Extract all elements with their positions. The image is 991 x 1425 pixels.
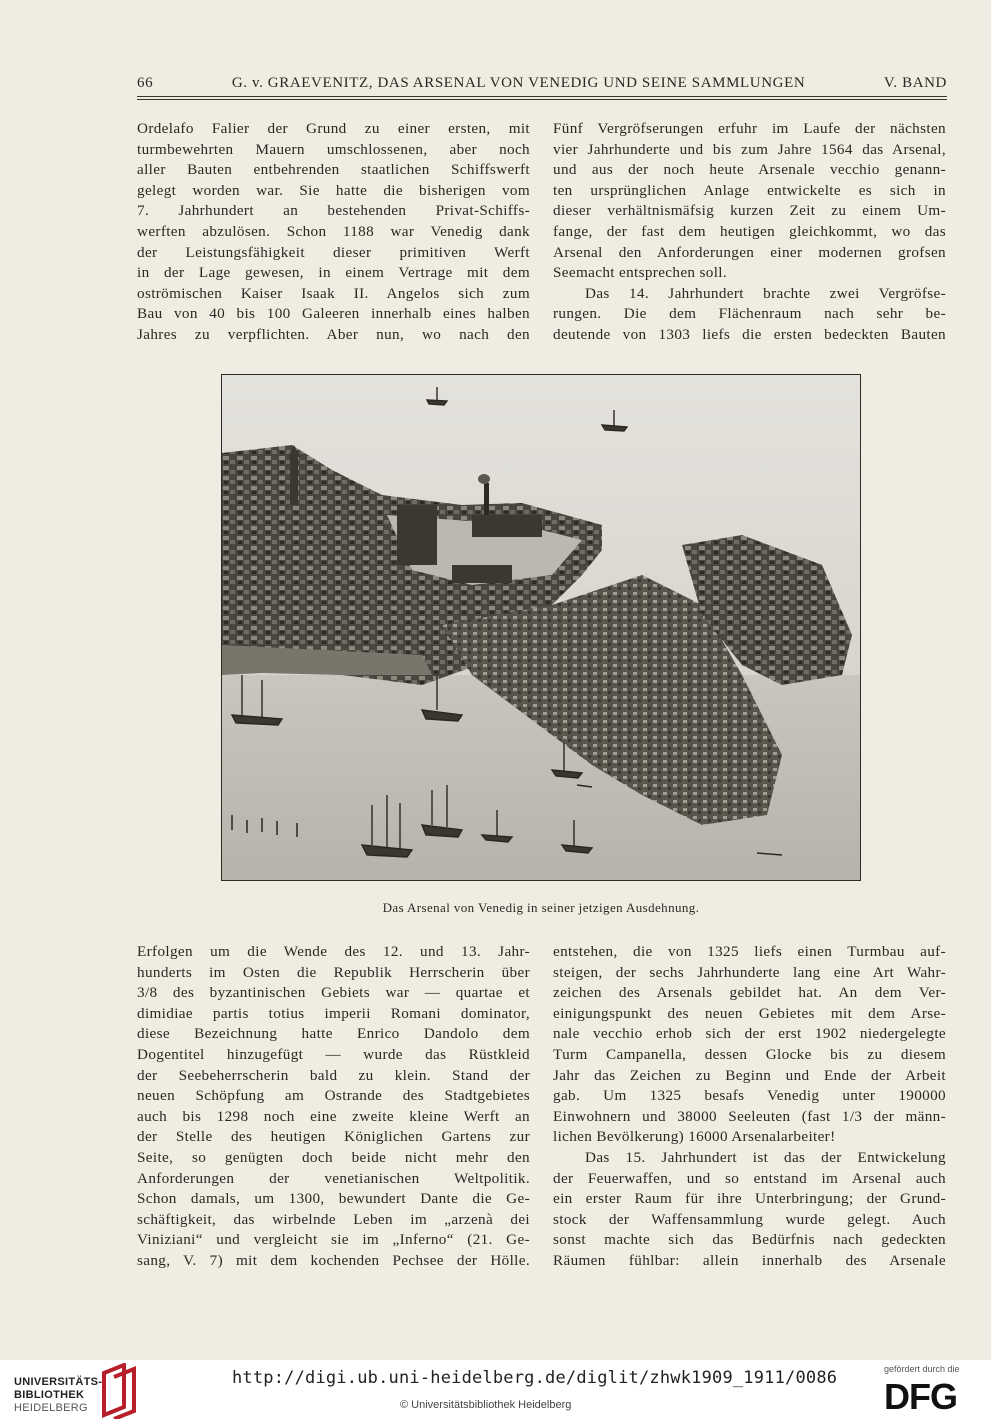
- text-line: dimidiae partis totius imperii Romani dominator,: [137, 1004, 530, 1022]
- text-line: Viniziani“ und vergleicht sie im „Inferno“ (21. Ge-: [137, 1231, 530, 1249]
- library-line-1: UNIVERSITÄTS-: [14, 1376, 103, 1388]
- text-line: stock der Waffensammlung wurde gelegt. Auch: [553, 1210, 946, 1228]
- text-line: sonst machte sich das Bedürfnis nach gedeckten: [553, 1231, 946, 1249]
- text-line: hunderts im Osten die Republik Herrscherin über: [137, 963, 530, 981]
- text-line: Seemacht entsprechen soll.: [553, 264, 727, 282]
- text-line: Fünf Vergröfserungen erfuhr im Laufe der nächsten: [553, 120, 946, 137]
- text-line: gelegt worden war. Sie hatte die bisherigen vom: [137, 181, 530, 199]
- column-top-right: [553, 119, 946, 346]
- permalink-url[interactable]: http://digi.ub.uni-heidelberg.de/diglit/zhwk1909_1911/0086: [232, 1368, 838, 1388]
- text-line: der Feuerwaffen, und so entstand im Arsenal auch: [553, 1169, 946, 1187]
- text-line: sang, V. 7) mit dem kochenden Pechsee der Hölle.: [137, 1251, 530, 1269]
- text-line: ein erster Raum für ihre Unterbringung; der Grund-: [553, 1190, 946, 1208]
- text-line: oströmischen Kaiser Isaak II. Angelos sich zum: [137, 284, 530, 302]
- library-name[interactable]: [14, 1376, 102, 1415]
- text-line: fange, der fast dem heutigen gleichkommt, wo das: [553, 222, 946, 240]
- text-line: dieser verhältnismäfsig kurzen Zeit zu einem Um-: [553, 202, 946, 220]
- library-line-2: BIBLIOTHEK: [14, 1389, 85, 1401]
- text-line: werften abzulösen. Schon 1188 war Venedig dank: [137, 222, 530, 240]
- text-line: entstehen, die von 1325 liefs einen Turmbau auf-: [553, 943, 946, 960]
- text-line: rungen. Die dem Flächenraum nach sehr be-: [553, 305, 946, 323]
- library-line-3: HEIDELBERG: [14, 1402, 88, 1414]
- text-line: Dogentitel hinzugefügt — wurde das Rüstkleid: [137, 1045, 530, 1063]
- text-line: Seite, so genügten doch beide nicht mehr den: [137, 1148, 530, 1166]
- text-line: aller Bauten entbehrenden staatlichen Schiffswerft: [137, 161, 530, 179]
- text-line: vier Jahrhunderte und bis zum Jahre 1564 das Arsenal,: [553, 140, 946, 158]
- text-line: diese Bezeichnung hatte Enrico Dandolo dem: [137, 1025, 530, 1043]
- text-line: der Leistungsfähigkeit dieser primitiven Werft: [137, 243, 530, 261]
- text-line: Jahres zu verpflichten. Aber nun, wo nach den: [137, 325, 530, 343]
- text-line: Turm Campanella, dessen Glocke bis zu diesem: [553, 1045, 946, 1063]
- text-line: Anforderungen der venetianischen Weltpolitik.: [137, 1169, 530, 1187]
- text-line: gab. Um 1325 besafs Venedig unter 190000: [553, 1087, 946, 1105]
- text-line: Das 14. Jahrhundert brachte zwei Vergröfse-: [585, 284, 946, 302]
- text-line: zeichen des Arsenals gebildet hat. An dem Ver-: [553, 984, 946, 1002]
- text-line: schäftigkeit, das wirbelnde Leben im „arzenà dei: [137, 1210, 530, 1228]
- text-line: 7. Jahrhundert an bestehenden Privat-Schiffs-: [137, 202, 530, 220]
- text-line: steigen, der sechs Jahrhunderte lang eine Art Wahr-: [553, 963, 946, 981]
- arsenal-photograph: [221, 374, 861, 881]
- library-logo-icon[interactable]: [100, 1363, 140, 1419]
- volume-label: V. BAND: [883, 75, 947, 91]
- text-line: ten ursprünglichen Anlage entwickelte es sich in: [553, 181, 946, 199]
- text-line: Jahr das Zeichen zu Beginn und Ende der Arbeit: [553, 1066, 946, 1084]
- text-line: Räumen fühlbar: allein innerhalb des Arsenale: [553, 1251, 946, 1269]
- text-line: einigungspunkt des neuen Gebietes mit dem Arse-: [553, 1004, 946, 1022]
- running-title: G. v. GRAEVENITZ, DAS ARSENAL VON VENEDIG UND SEINE SAMMLUNGEN: [231, 75, 806, 91]
- text-line: Ordelafo Falier der Grund zu einer ersten, mit: [137, 120, 530, 137]
- text-line: der Stelle des heutigen Königlichen Gartens zur: [137, 1128, 530, 1146]
- column-top-left: [137, 119, 530, 346]
- page-number: 66: [137, 75, 154, 91]
- text-line: und aus der noch heute Arsenale vecchio genann-: [553, 161, 946, 179]
- header-rule: [137, 96, 947, 97]
- text-line: Das 15. Jahrhundert ist das der Entwickelung: [585, 1148, 946, 1166]
- text-line: Bau von 40 bis 100 Galeeren innerhalb eines halben: [137, 305, 530, 323]
- funding-label: gefördert durch die: [884, 1364, 960, 1374]
- text-line: Einwohnern und 38000 Seeleuten (fast 1/3 der männ-: [553, 1107, 946, 1125]
- text-line: der Seebeherrscherin bald zu klein. Stand der: [137, 1066, 530, 1084]
- header-rule-double: [137, 99, 947, 100]
- arsenal-aerial-view-illustration: [222, 375, 860, 880]
- column-bottom-left: [137, 942, 530, 1272]
- text-line: Schon damals, um 1300, bewundert Dante die Ge-: [137, 1190, 530, 1208]
- text-line: lichen Bevölkerung) 16000 Arsenalarbeiter!: [553, 1128, 836, 1146]
- text-line: deutende von 1303 liefs die ersten bedeckten Bauten: [553, 325, 946, 343]
- text-line: turmbewehrten Mauern umschlossenen, aber noch: [137, 140, 530, 158]
- dfg-logo[interactable]: DFG: [884, 1376, 957, 1417]
- column-bottom-right: [553, 942, 946, 1272]
- text-line: auch bis 1298 noch eine zweite kleine Werft an: [137, 1107, 530, 1125]
- running-header: [137, 75, 947, 92]
- text-line: Arsenal den Anforderungen einer modernen grofsen: [553, 243, 946, 261]
- text-line: neuen Schöpfung am Ostrande des Stadtgebietes: [137, 1087, 530, 1105]
- figure-caption: Das Arsenal von Venedig in seiner jetzigen Ausdehnung.: [382, 900, 700, 915]
- copyright-notice: © Universitätsbibliothek Heidelberg: [400, 1399, 572, 1411]
- text-line: nale vecchio erhob sich der erst 1902 niedergelegte: [553, 1025, 946, 1043]
- text-line: 3/8 des byzantinischen Gebiets war — quartae et: [137, 984, 530, 1002]
- text-line: Erfolgen um die Wende des 12. und 13. Jahr-: [137, 943, 530, 960]
- text-line: in der Lage gewesen, in einem Vertrage mit dem: [137, 264, 530, 282]
